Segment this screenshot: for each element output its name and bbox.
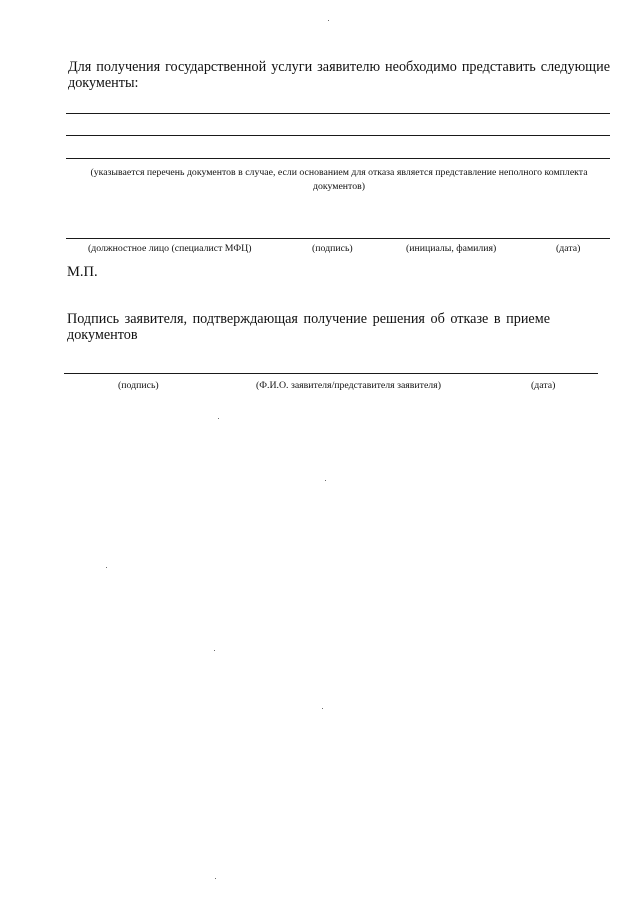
intro-paragraph: Для получения государственной услуги заявителю необходимо представить следующие документы: <box>68 59 610 91</box>
documents-list-note: (указывается перечень документов в случае, если основанием для отказа является представление неполного комплекта документов) <box>90 167 588 192</box>
documents-list-line-2 <box>66 135 610 136</box>
caption-applicant-date: (дата) <box>531 380 556 391</box>
caption-applicant-name: (Ф.И.О. заявителя/представителя заявителя) <box>256 380 441 391</box>
scan-speck <box>322 708 323 709</box>
scan-speck <box>215 878 216 879</box>
scan-speck <box>218 418 219 419</box>
documents-list-line-3 <box>66 158 610 159</box>
stamp-label: М.П. <box>67 264 98 280</box>
official-signature-line <box>66 238 610 239</box>
applicant-signature-line <box>64 373 598 374</box>
caption-official: (должностное лицо (специалист МФЦ) <box>88 243 252 254</box>
caption-official-initials: (инициалы, фамилия) <box>406 243 497 254</box>
documents-list-line-1 <box>66 113 610 114</box>
caption-official-signature: (подпись) <box>312 243 353 254</box>
scan-speck <box>325 480 326 481</box>
caption-applicant-signature: (подпись) <box>118 380 159 391</box>
scan-speck <box>328 20 329 21</box>
applicant-receipt-text: Подпись заявителя, подтверждающая получение решения об отказе в приеме документов <box>67 311 550 343</box>
scan-speck <box>106 567 107 568</box>
caption-official-date: (дата) <box>556 243 581 254</box>
scan-speck <box>214 650 215 651</box>
